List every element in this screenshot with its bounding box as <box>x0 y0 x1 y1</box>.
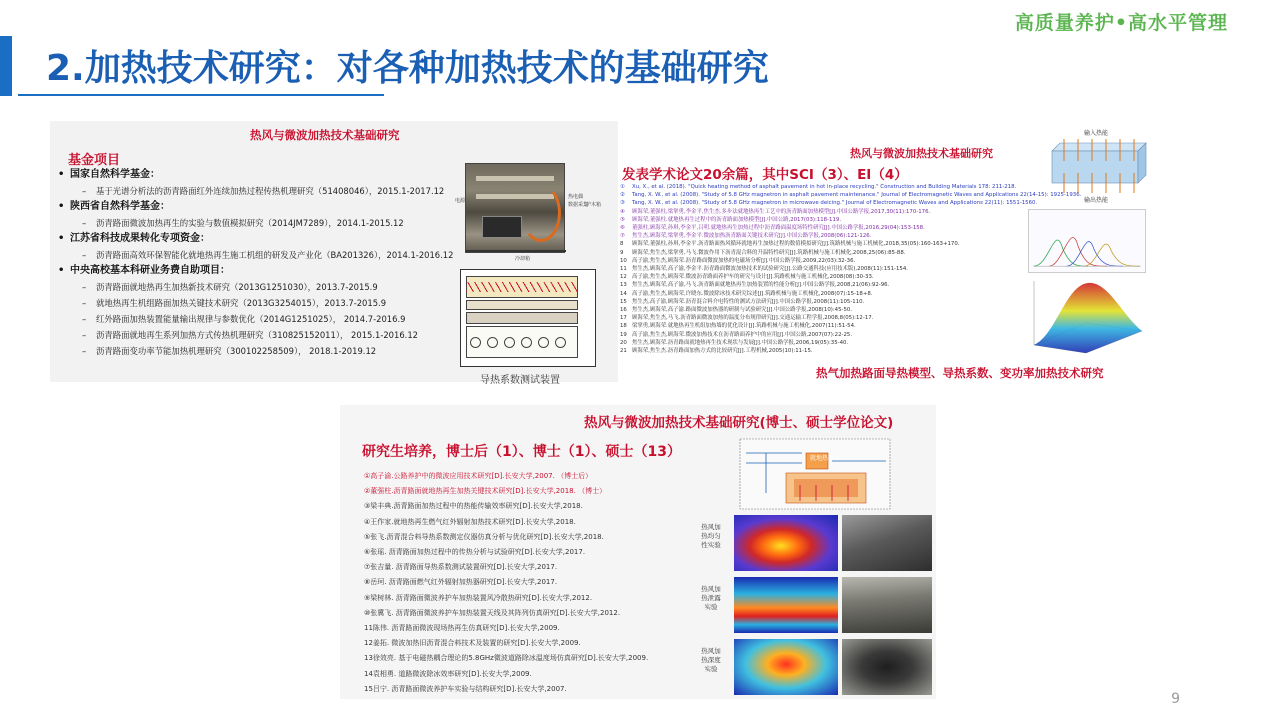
reference-item <box>620 265 1025 273</box>
reference-text: 高子渝,焦生杰,顾海荣,许晓东.微波除冰技术研究综述[J].筑路机械与施工机械化,2008(07):15-18+8. <box>632 290 873 297</box>
reference-number: ③ <box>620 200 625 207</box>
reference-number: 8 <box>620 241 624 248</box>
fund-item: – 沥青路面就地再生系列加热方式传热机理研究（310825152011）， 2015.1-2016.12 <box>58 327 513 343</box>
reference-text: 顾海荣,焦生杰,梁掌勇,马飞.微波作用下沥青混合料的升温特性研究[J].筑路机械与施工机械化,2008,25(06):85-88. <box>632 249 906 256</box>
slab-top-label: 输入热能 <box>1084 130 1109 137</box>
fund-category: • 中央高校基本科研业务费自助项目： <box>58 263 513 279</box>
reference-text: 焦生杰,顾海荣,高子渝.路面微波加热器的研制与试验研究[J].中国公路学报,2008(10):45-50. <box>632 307 853 314</box>
thesis-item: ⑨梁树林. 沥青路面微波养护车加热装置风冷散热研究[D].长安大学,2012. <box>364 593 593 602</box>
reference-item <box>620 339 1025 347</box>
reference-number: ⑤ <box>620 216 625 223</box>
reference-number: 11 <box>620 266 627 273</box>
thesis-item: 11陈伟. 沥青路面微波现场热再生仿真研究[D].长安大学,2009. <box>364 624 560 633</box>
heating-flow-diagram <box>736 433 896 513</box>
slab-bottom-label: 输出热能 <box>1084 197 1109 204</box>
reference-item <box>620 290 1025 298</box>
reference-text: 焦生杰,顾海荣,高子渝,马飞.沥青路面就地热再生加热装置的性能分析[J].中国公路学报,2008,21(06):92-96. <box>632 282 890 289</box>
reference-number: ② <box>620 192 625 199</box>
reference-item <box>620 240 1025 248</box>
fund-item: – 沥青路面变功率节能加热机理研究（300102258509）， 2018.1-2019.12 <box>58 343 513 359</box>
thesis-item: 15吕宁. 沥青路面微波养护车实验与结构研究[D].长安大学,2007. <box>364 684 567 693</box>
reference-number: ④ <box>620 208 625 215</box>
slogan: 高质量养护•高水平管理 <box>1014 12 1228 34</box>
reference-number: 18 <box>620 323 627 330</box>
reference-number: 10 <box>620 257 627 264</box>
reference-item <box>620 224 1025 232</box>
reference-text: Tang, X. W., et al. (2008). "Study of 5.8 GHz magnetron in microwave deicing." Journal of Electromagnetic Waves and Applications 22(11): 1551-1560. <box>632 200 1038 207</box>
thesis-item: ③梁丰典.沥青路面加热过程中的热能传输效率研究[D].长安大学,2018. <box>364 502 583 511</box>
reference-text: 顾海荣,董强柱.就地热再生过程中的沥青路面加热模型[J].中国公路,2017(03):118-119. <box>632 216 842 223</box>
fund-category: • 江苏省科技成果转化专项资金： <box>58 231 513 247</box>
reference-item <box>620 273 1025 281</box>
reference-number: ① <box>620 184 625 190</box>
reference-number: ⑦ <box>620 233 625 240</box>
fund-item: – 沥青路面高效环保智能化就地热再生施工机组的研发及产业化（BA201326），2014.1-2016.12 <box>58 247 513 263</box>
heat-slab-diagram <box>1042 135 1146 203</box>
conductivity-apparatus-diagram <box>460 269 596 367</box>
thermal-image-row-3 <box>734 639 934 695</box>
reference-text: 顾海荣,焦生杰.沥青路面加热方式的比较研究[J].工程机械,2005(10):11-15. <box>632 348 813 355</box>
reference-number: 14 <box>620 290 627 297</box>
3d-surface-plot <box>1026 275 1148 355</box>
graduate-heading: 研究生培养，博士后（1）、博士（1）、硕士（13） <box>362 444 681 460</box>
thesis-item: ②董强柱.沥青路面就地热再生加热关键技术研究[D].长安大学,2018. （博士） <box>364 487 607 496</box>
title-accent-bar <box>0 36 12 96</box>
page-title: 2.加热技术研究：对各种加热技术的基础研究 <box>46 48 769 89</box>
flow-label: 就地热再生 <box>810 455 841 462</box>
reference-item <box>620 191 1082 199</box>
fund-item: – 基于光谱分析法的沥青路面红外连续加热过程传热机理研究（51408046），2015.1-2017.12 <box>58 183 513 199</box>
thesis-item: ①高子渝.公路养护中的微波应用技术研究[D].长安大学,2007. （博士后） <box>364 472 593 480</box>
reference-item <box>620 281 1025 289</box>
thesis-item: ⑩张冀飞. 沥青路面微波养护车加热装置天线及其阵列仿真研究[D].长安大学,2012. <box>364 608 621 617</box>
reference-text: 顾海荣,董强柱,孙琪,李金平.沥青路面热风循环就地再生加热过程的数值模拟研究[J].筑路机械与施工机械化,2018,35(05):160-163+170. <box>632 241 960 248</box>
reference-text: 焦生杰,顾海荣,高子渝,李金平.沥青路面微波加热技术的试验研究[J].公路交通科技(应用技术版),2008(11):151-154. <box>632 266 908 273</box>
fund-heading: 基金项目 <box>68 153 121 168</box>
reference-item <box>620 183 1025 191</box>
fund-category: • 国家自然科学基金： <box>58 167 513 183</box>
reference-item <box>620 216 1025 224</box>
side-label-leakage: 热风加热泄露实验 <box>701 585 721 611</box>
reference-item <box>620 232 1025 240</box>
panel1-title: 热风与微波加热技术基础研究 <box>250 128 400 142</box>
reference-item <box>620 208 1025 216</box>
reference-text: 高子渝,焦生杰,顾海荣.微波加热技术在沥青路面养护中的应用[J].中国公路,2007(07):22-25. <box>632 331 853 338</box>
reference-text: 董强柱,顾海荣,孙琪,李金平,吕明.就地热再生加热过程中沥青路面温度场特性研究[J].中国公路学报,2016,29(04):153-158. <box>632 225 925 232</box>
lab-equipment-photo <box>465 163 565 253</box>
reference-item <box>620 347 1025 355</box>
thesis-item: 14袁相勇. 道路微波除冰效率研究[D].长安大学,2009. <box>364 669 532 678</box>
publication-heading: 发表学术论文20余篇，其中SCI（3）、EI（4） <box>622 167 908 183</box>
thesis-item: ⑥张瑶. 沥青路面加热过程中的传热分析与试验研究[D].长安大学,2017. <box>364 548 586 557</box>
reference-text: 高子渝,焦生杰,顾海荣.微波沥青路面养护车的研究与设计[J].筑路机械与施工机械化,2008(08):30-33. <box>632 274 874 281</box>
panel3-title: 热风与微波加热技术基础研究(博士、硕士学位论文) <box>584 415 894 431</box>
panel2-caption: 热气加热路面导热模型、导热系数、变功率加热技术研究 <box>816 366 1104 380</box>
reference-text: 焦生杰,高子渝,顾海荣.沥青混合料介电特性的测试方法研究[J].中国公路学报,2008(11):105-110. <box>632 298 865 305</box>
reference-text: 焦生杰,顾海荣.沥青路面就地热再生技术现状与发展[J].中国公路学报,2006,19(05):35-40. <box>632 339 849 346</box>
reference-item <box>620 298 1025 306</box>
reference-number: 21 <box>620 348 627 355</box>
thermal-image-row-1 <box>734 515 934 571</box>
reference-number: 19 <box>620 331 627 338</box>
reference-item <box>620 322 1025 330</box>
side-label-depth: 热风加热深度实验 <box>701 647 721 673</box>
fund-item: – 红外路面加热装置能量输出规律与参数优化（2014G1251025）， 2014.7-2016.9 <box>58 311 513 327</box>
photo-label-b: 热电偶 <box>568 194 584 200</box>
thermal-image-row-2 <box>734 577 934 633</box>
fund-item: – 就地热再生机组路面加热关键技术研究（2013G3254015），2013.7-2015.9 <box>58 295 513 311</box>
thesis-item: ⑦张吉量. 沥青路面导热系数测试装置研究[D].长安大学,2017. <box>364 563 558 572</box>
reference-number: 9 <box>620 249 624 256</box>
thesis-item: 13徐效亮. 基于电磁热耦合理论的5.8GHz微波道路除冰温度场仿真研究[D].长安大学,2009. <box>364 654 649 663</box>
temperature-curves-graph <box>1028 209 1146 273</box>
thesis-item: ⑧岳珂. 沥青路面燃气红外辐射加热器研究[D].长安大学,2017. <box>364 578 558 587</box>
thesis-item: 12姜拓. 微波加热旧沥青混合料技术及装置的研究[D].长安大学,2009. <box>364 639 581 648</box>
reference-text: 高子渝,焦生杰,顾海荣.沥青路面微波加热的电磁场分析[J].中国公路学报,2009,22(03):32-36. <box>632 257 856 264</box>
reference-text: 焦生杰,顾海荣,梁掌勇,李金平.微波加热沥青路面关键技术研究[J].中国公路学报,2008(06):121-126. <box>632 233 872 240</box>
reference-number: 13 <box>620 282 627 289</box>
reference-number: 16 <box>620 307 627 314</box>
reference-number: 17 <box>620 315 627 322</box>
apparatus-caption: 导热系数测试装置 <box>480 375 560 386</box>
reference-item <box>620 257 1025 265</box>
fund-item: – 沥青路面微波加热再生的实验与数值模拟研究（2014JM7289），2014.1-2015.12 <box>58 215 513 231</box>
reference-text: Tang, X. W., et al. (2008). "Study of 5.8 GHz magnetron in asphalt pavement maintenance." Journal of Electromagnetic Waves and Applications 22(14-15): 1925-1936. <box>632 192 1082 199</box>
thesis-item: ④王作家.就地热再生燃气红外辐射加热技术研究[D].长安大学,2018. <box>364 517 576 526</box>
fund-projects-panel <box>50 121 618 386</box>
reference-item <box>620 249 1025 257</box>
reference-number: 12 <box>620 274 627 281</box>
thesis-list <box>364 469 726 697</box>
publications-panel <box>618 125 1152 382</box>
photo-label-e: 冷却箱 <box>515 256 531 262</box>
reference-item <box>620 331 1025 339</box>
fund-item: – 沥青路面就地热再生加热新技术研究（2013G1251030），2013.7-2015.9 <box>58 279 513 295</box>
theses-panel <box>340 405 936 699</box>
thesis-item: ⑤张飞.沥青混合料导热系数测定仪器仿真分析与优化研究[D].长安大学,2018. <box>364 532 604 541</box>
reference-number: 15 <box>620 298 627 305</box>
title-underline <box>18 94 384 96</box>
fund-list <box>58 167 513 359</box>
panel2-title: 热风与微波加热技术基础研究 <box>850 147 993 160</box>
reference-text: 顾海荣,董强柱,梁掌勇,李金平,焦生杰.多步法就地热再生工艺中的沥青路面加热模型[J].中国公路学报,2017,30(11):170-176. <box>632 208 931 215</box>
reference-item <box>620 306 1025 314</box>
fund-category: • 陕西省自然科学基金： <box>58 199 513 215</box>
photo-label-c: 数据采集 <box>568 202 589 208</box>
reference-list <box>620 183 1082 355</box>
reference-text: 顾海荣,焦生杰,马飞.沥青路面微波加热的温度分布规律研究[J].交通运输工程学报,2008,8(05):12-17. <box>632 315 874 322</box>
reference-number: ⑥ <box>620 225 625 232</box>
photo-label-a: 电源 <box>455 198 466 204</box>
reference-text: 梁掌勇,顾海荣.就地热再生机组加热墙的优化设计[J].筑路机械与施工机械化,2007(11):51-54. <box>632 323 856 330</box>
reference-item <box>620 199 1038 207</box>
reference-text: Xu, X., et al. (2018). "Quick heating method of asphalt pavement in hot in-place recycling." Construction and Building Materials 178: 211-218. <box>632 184 1017 190</box>
page-number: 9 <box>1171 691 1180 707</box>
side-label-uniformity: 热风加热均匀性实验 <box>701 523 721 549</box>
photo-label-d: 护木箱 <box>586 202 602 208</box>
reference-number: 20 <box>620 339 627 346</box>
reference-item <box>620 314 1025 322</box>
